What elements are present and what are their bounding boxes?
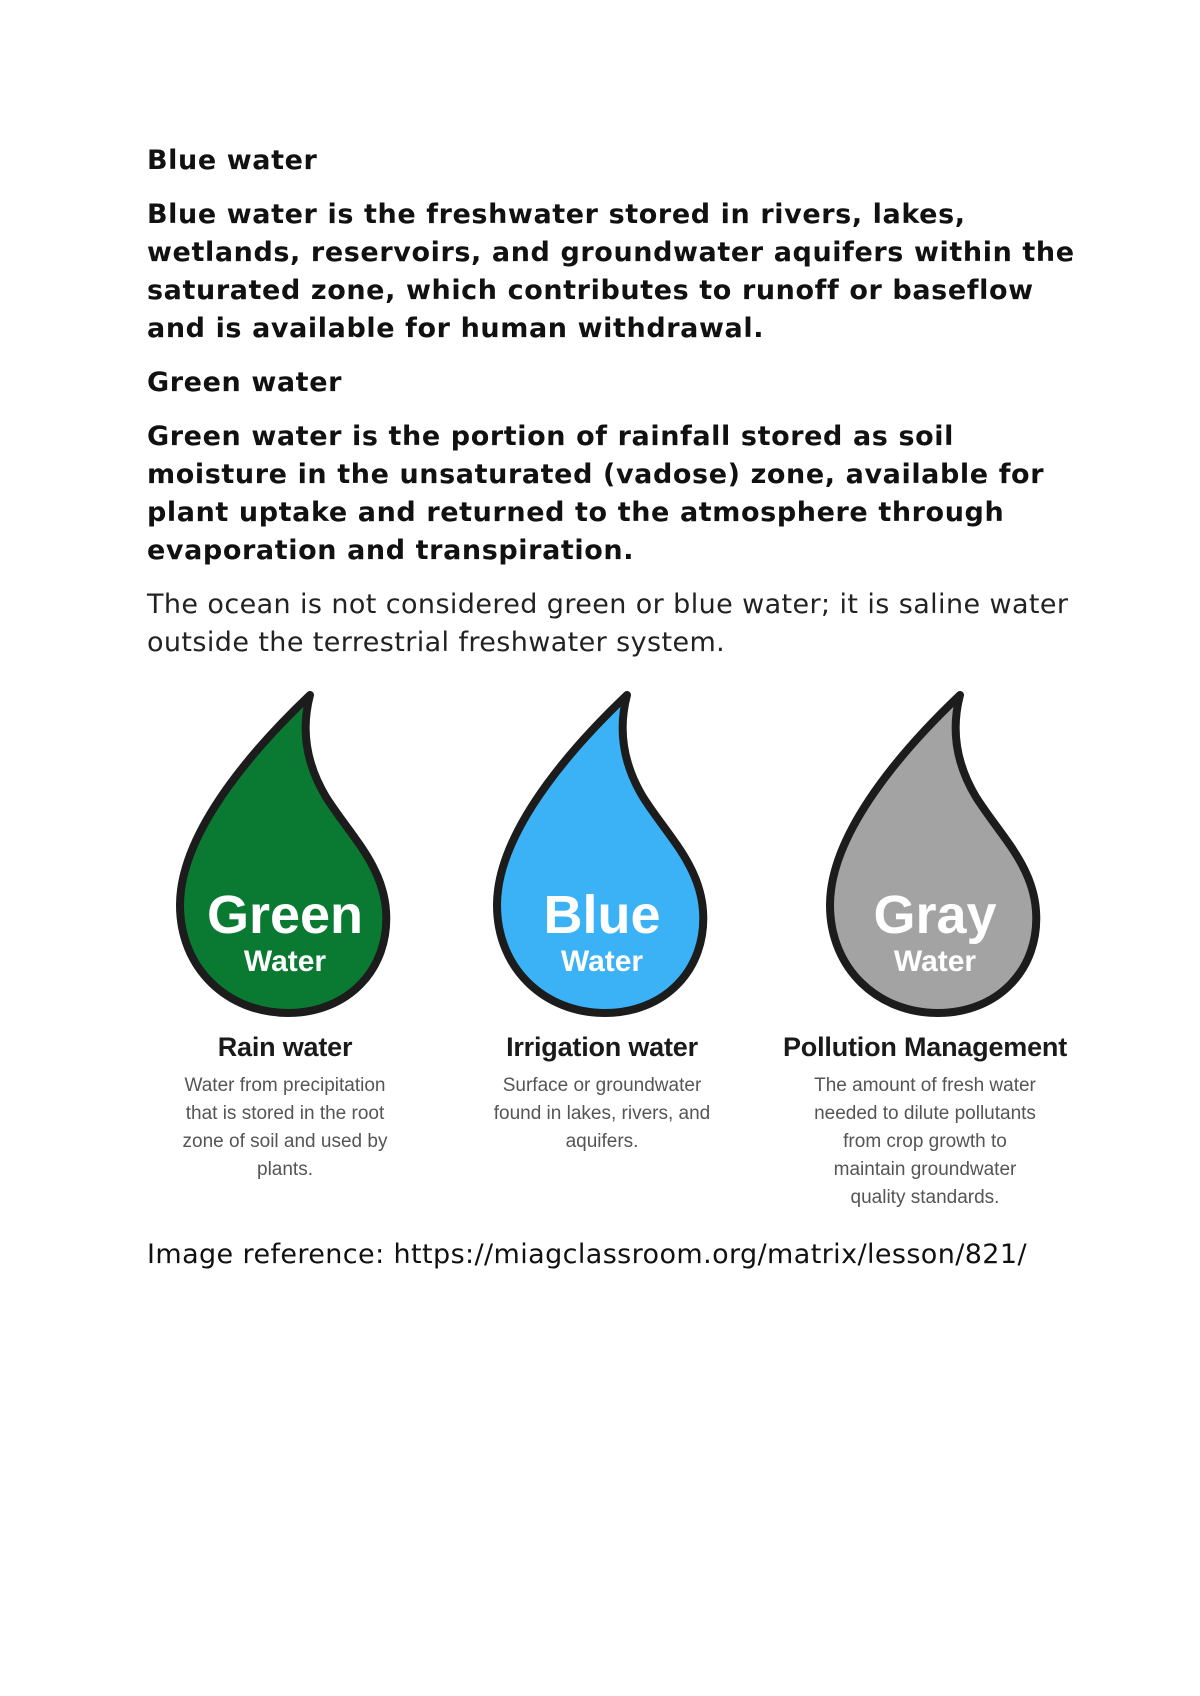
green-water-heading: Green water: [147, 367, 343, 398]
water-types-infographic: [147, 685, 1067, 1225]
green-drop-small-label: Water: [243, 945, 327, 978]
blue-water-definition: Blue water is the freshwater stored in rivers, lakes, wetlands, reservoirs, and groundwater aquifers within the saturated zone, which contributes to runoff or baseflow and is available for human withdrawal.: [147, 199, 1075, 344]
green-water-caption: [135, 1030, 435, 1184]
green-water-drop: [162, 685, 402, 1025]
green-caption-description: Water from precipitation that is stored in the root zone of soil and used by plants.: [182, 1075, 388, 1180]
gray-drop-small-label: Water: [893, 945, 977, 978]
green-water-definition: Green water is the portion of rainfall stored as soil moisture in the unsaturated (vadose) zone, available for plant uptake and returned to the atmosphere through evaporation and transpiration.: [147, 421, 1045, 566]
blue-drop-big-label: Blue: [543, 885, 661, 945]
ocean-note: The ocean is not considered green or blue water; it is saline water outside the terrestrial freshwater system.: [147, 589, 1069, 658]
image-reference: Image reference: https://miagclassroom.org/matrix/lesson/821/: [147, 1239, 1027, 1270]
blue-drop-small-label: Water: [560, 945, 644, 978]
green-caption-title: Rain water: [217, 1032, 353, 1062]
gray-drop-big-label: Gray: [873, 885, 997, 945]
gray-water-caption: [755, 1030, 1095, 1212]
gray-water-drop: [812, 685, 1052, 1025]
gray-caption-description: The amount of fresh water needed to dilute pollutants from crop growth to maintain groundwater quality standards.: [814, 1075, 1036, 1208]
blue-caption-title: Irrigation water: [506, 1032, 698, 1062]
blue-water-caption: [452, 1030, 752, 1156]
blue-water-drop: [479, 685, 719, 1025]
gray-caption-title: Pollution Management: [782, 1032, 1067, 1062]
blue-water-heading: Blue water: [147, 145, 318, 176]
blue-caption-description: Surface or groundwater found in lakes, rivers, and aquifers.: [493, 1075, 711, 1152]
green-drop-big-label: Green: [206, 885, 364, 945]
